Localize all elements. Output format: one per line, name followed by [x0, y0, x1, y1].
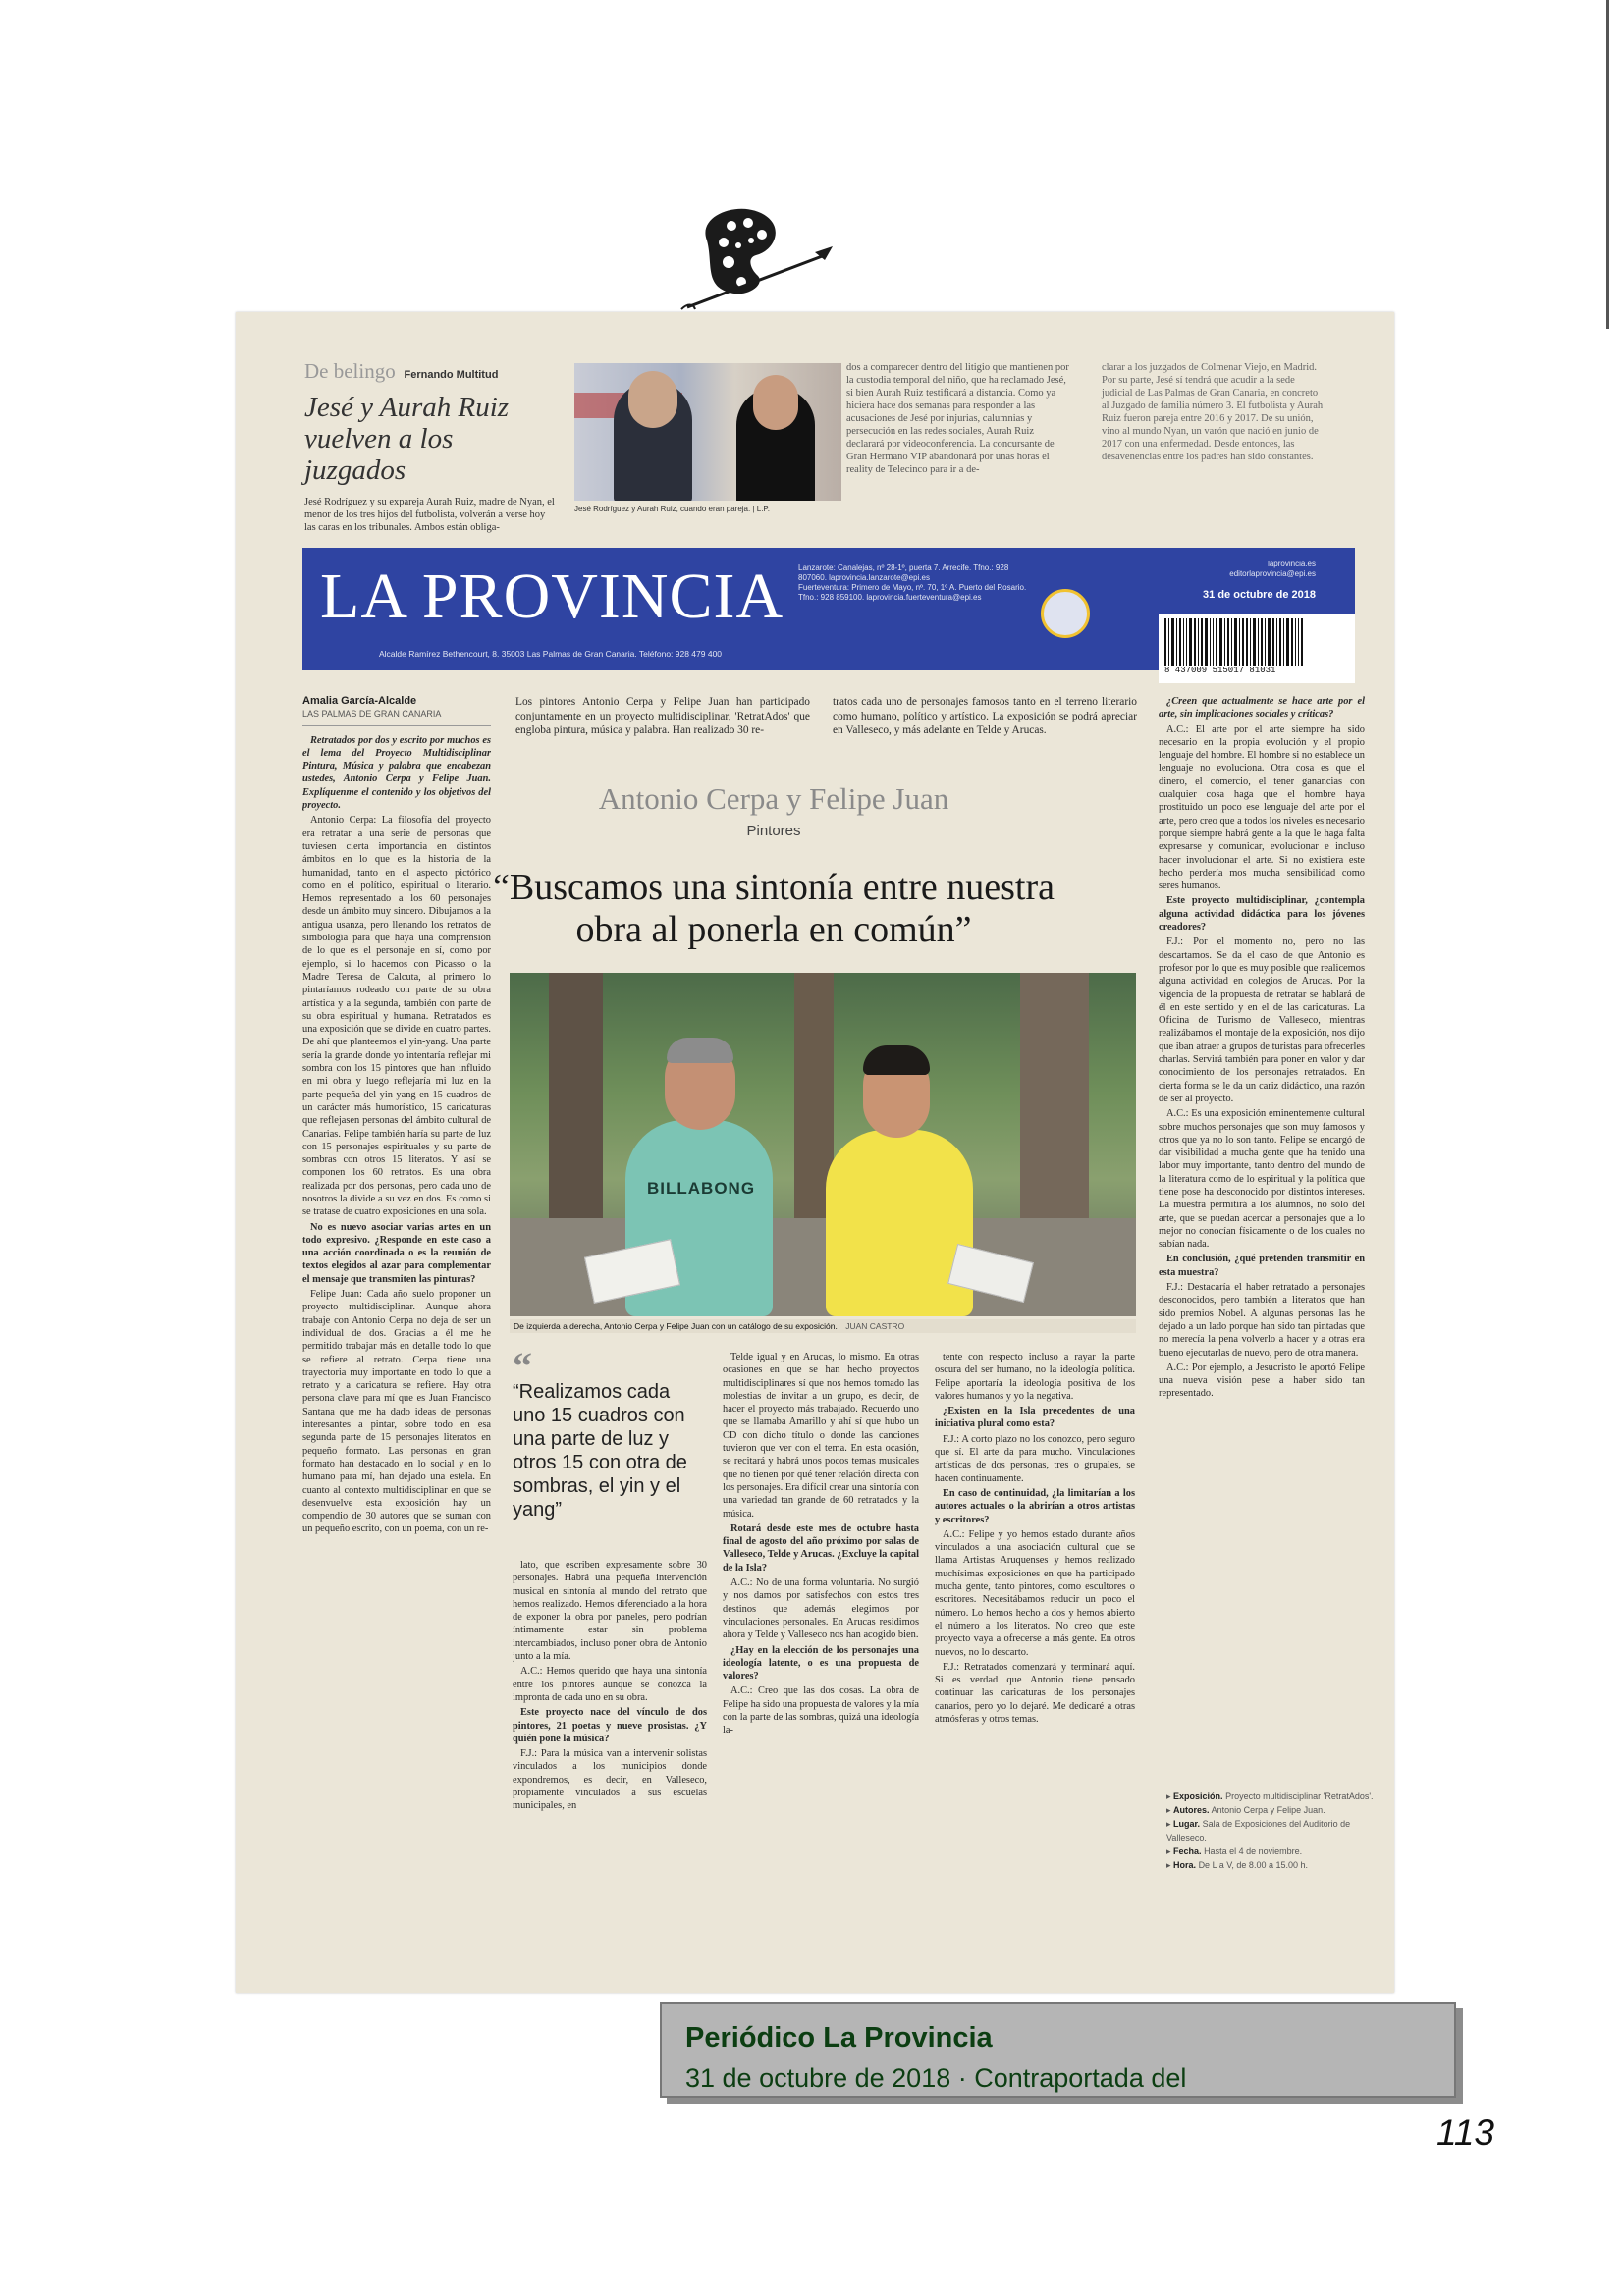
article-column-4: [935, 1351, 1135, 1971]
main-photo: [510, 973, 1136, 1316]
article-column-5: [1159, 695, 1365, 1785]
col2-text-b: A.C.: Hemos querido que haya una sintonía entre los pintores aunque se conozca la impronta de cada uno en su obra.: [513, 1666, 707, 1703]
answer-5: A.C.: Creo que las dos cosas. La obra de Felipe ha sido una propuesta de valores y la mía con la parte de las sombras, quizá una ideología la-: [723, 1685, 919, 1736]
answer-9: A.C.: El arte por el arte siempre ha sido necesario en la propia evolución y el propio lenguaje del hombre. El hombre si no establece un lenguaje no evoluciona. Otra cosa es que el dinero, el comercio, el tener ganancias con cualquier cosa haga que el hombre haya prostituido un poco ese lenguaje del arte por el arte, pero creo que a todos los niveles es necesario porque siempre habrá gente a la que le haga falta expresarse y comunicar, evolucionar e incluso hacer involucionar el arte. Si no existiera este hecho perdería mos mucha sensibilidad como seres humanos.: [1159, 723, 1365, 892]
intro-column-b: tratos cada uno de personajes famosos tanto en el terreno literario como humano, político y artístico. La exposición se podrá apreciar en Valleseco, y más adelante en Telde y Arucas.: [833, 696, 1137, 736]
article-column-2: [513, 1559, 707, 1971]
question-5: ¿Hay en la elección de los personajes una ideología latente, o es una propuesta de valores?: [723, 1644, 919, 1682]
source-title: Periódico La Provincia: [685, 2022, 993, 2054]
article-author: Amalia García-Alcalde: [302, 695, 417, 707]
teaser-column-3: dos a comparecer dentro del litigio que mantienen por la custodia temporal del niño, que ha reclamado Jesé, si bien Aurah Ruiz testificará a distancia. Como ya hiciera hace dos semanas para responder a las acusaciones de Jesé por injurias, calumnias y persecución en las redes sociales, Aurah Ruiz declarará por videoconferencia. La concursante de Gran Hermano VIP abandonará por unas horas el reality de Telecinco para ir a de-: [846, 362, 1069, 475]
answer-8: F.J.: Retratados comenzará y terminará aquí. Si es verdad que Antonio tiene pensado continuar las caricaturas de los personajes canarios, pero yo lo dejaré. Me dedicaré a otras atmósferas y otros temas.: [935, 1661, 1135, 1726]
barcode-number: 8 437009 515017: [1164, 666, 1245, 675]
answer-6: F.J.: A corto plazo no los conozco, pero seguro que sí. El arte da para mucho. Vinculaciones artísticas de dos personas, tres o grupales, se hacen continuamente.: [935, 1433, 1135, 1484]
question-8: ¿Creen que actualmente se hace arte por el arte, sin implicaciones sociales y críticas?: [1159, 696, 1365, 721]
info-item: ▸ Fecha. Hasta el 4 de noviembre.: [1166, 1846, 1303, 1856]
barcode: [1159, 614, 1355, 683]
teaser-column-4: clarar a los juzgados de Colmenar Viejo, en Madrid. Por su parte, Jesé sí tendrá que acudir a la sede judicial de Las Palmas de Gran Canaria, en concreto al Juzgado de familia número 3. El futbolista y Aurah Ruiz fueron pareja entre 2016 y 2017. De su unión, vino al mundo Nyan, un varón que nació en junio de 2017 con una enfermedad. Desde entonces, las desavenencias entre los padres han sido constantes.: [1102, 362, 1324, 462]
teaser-section-line: [304, 359, 555, 384]
teaser-text-column: [304, 359, 555, 534]
answer-4: A.C.: No de una forma voluntaria. No surgió y nos damos por satisfechos con estos tres destinos que además elegimos por vinculaciones personales. En Arucas residimos ahora y Telde y Valleseco nos han acogido bien.: [723, 1577, 919, 1641]
masthead-contact: Lanzarote: Canalejas, nº 28-1º, puerta 7. Arrecife. Tfno.: 928 807060. laprovincia.lanzarote@epi.es Fuerteventura: Primero de Mayo, nº. 70, 1º A. Puerto del Rosario. Tfno.: 928 859100. laprovincia.fuerteventura@epi.es: [798, 563, 1027, 602]
answer-2: Felipe Juan: Cada año suelo proponer un proyecto multidisciplinar. Aunque ahora trabaje con Antonio Cerpa no deja de ser un individual de dos. Gracias a él me he permitido trabajar más en detalle todo lo que se refiere al retrato. Cerpa tiene una trayectoria muy importante en todo lo que a retrato y a caricatura se refiere. Hay otra persona clave para mí que es Juan Francisco Santana que me ha dado ideas de personas interesantes a pintar, sobre todo en esa segunda parte de 15 personajes literatos en pequeño formato. Las personas en gran formato han destacado en lo social y en lo humano para mí, han dejado una estela. En cuanto al contexto multidisciplinar en que se desenvuelve esta exposición hay un compendio de 30 autores que se suman con un pequeño escrito, con un poema, con un re-: [302, 1289, 491, 1535]
page-number: 113: [1436, 2112, 1494, 2153]
col2-text-a: lato, que escriben expresamente sobre 30 personajes. Habrá una pequeña intervención musical en sintonía al mundo del retrato que hemos realizado. Hemos diferenciado a la hora de exponer la obra por paneles, pero podrían íntimamente estar sin problema intercambiados, incluso poner obra de Antonio junto a la mía.: [513, 1560, 707, 1663]
newspaper-name: LA PROVINCIA: [320, 561, 784, 632]
article-kicker-sub: Pintores: [746, 823, 801, 839]
pull-quote: “Realizamos cada uno 15 cuadros con una parte de luz y otros 15 con otra de sombras, el yin y el yang”: [513, 1381, 687, 1521]
source-caption-box: [660, 2002, 1456, 2098]
answer-10: F.J.: Por el momento no, pero no las descartamos. Se da el caso de que Antonio es profesor por lo que es muy posible que realicemos alguna actividad en colegios de Arucas. Por la vigencia de la propuesta de retratar se hablará de él en este sentido y en el de las caricaturas. La Oficina de Turismo de Valleseco, mientras realizábamos el montaje de la exposición, nos dijo que iban atraer a grupos de turistas para ofrecerles charlas. Servirá también para poner en valor y dar conocimiento de los personajes retratados. En cierta forma se le da un cariz didáctico, una razón de ser al proyecto.: [1159, 936, 1365, 1104]
page-edge-rule: [1606, 0, 1609, 329]
teaser-title: Jesé y Aurah Ruiz vuelven a los juzgados: [304, 392, 510, 486]
article-column-1: [302, 695, 491, 1971]
barcode-bars-icon: [1164, 618, 1349, 666]
answer-7: A.C.: Felipe y yo hemos estado durante años vinculados a una asociación cultural que se llama Artistas Aruquenses y hemos realizado muchísimas exposiciones en que ha participado mucha gente, tanto pintores, como escultores o escritores. Necesitábamos reducir un poco el número. Lo hemos hecho a dos y hemos abierto el número a los literatos. No creo que este proyecto vaya a ofrecerse a más gente. En otros nuevos, no lo descarto.: [935, 1528, 1135, 1658]
question-9: Este proyecto multidisciplinar, ¿contempla alguna actividad didáctica para los jóvenes creadores?: [1159, 895, 1365, 934]
answer-1: Antonio Cerpa: La filosofía del proyecto era retratar a una serie de personas que tuviesen cierta importancia en distintos ámbitos en lo que es la historia de la humanidad, tanto en el aspecto pictórico como en el político, espiritual o literario. Hemos representado a los 60 personajes desde un ámbito muy sincero. Dibujamos a la antigua usanza, pero llenando los retratos de simbología para que haya una comprensión de lo que es el personaje en sí, como por ejemplo, si lo hacemos con Picasso o la Madre Teresa de Calcuta, al primero lo pintaríamos rodeado con parte de su obra artística y a la segunda, también con parte de su obra espiritual y humana. Retratados es una exposición que se divide en cuatro partes. De ahí que planteemos el yin-yang. Una parte sería la grande donde yo intentaría reflejar mi sombra con los 15 pintores que han influido en mi obra y luego reflejaría mi luz en la parte pequeña del yin-yang en 15 cuadros de un carácter más humorístico, 15 caricaturas que reflejasen personas del ámbito cultural de Canarias. Felipe también haría su parte de luz con 15 personajes espirituales y su parte de sombras con otros 15 literatos. Y así se componen los 60 retratos. Es una obra realizada por dos personas, pero cada uno de nosotros la divide a su vez en dos. Es como si se tratase de cuatro exposiciones en una sola.: [302, 815, 491, 1218]
main-photo-caption: [510, 1319, 1136, 1333]
question-6: ¿Existen en la Isla precedentes de una iniciativa plural como esta?: [935, 1406, 1135, 1430]
question-2: No es nuevo asociar varias artes en un todo expresivo. ¿Responde en este caso a una acción coordinada o es la reunión de textos elegidos al azar para complementar el mensaje que transmiten las pinturas?: [302, 1221, 491, 1285]
article-column-3: [723, 1351, 919, 1971]
section-author: Fernando Multitud: [404, 369, 499, 381]
teaser-photo-caption: Jesé Rodríguez y Aurah Ruiz, cuando eran pareja. | L.P.: [574, 505, 770, 513]
article-place: LAS PALMAS DE GRAN CANARIA: [302, 708, 491, 725]
info-item: ▸ Autores. Antonio Cerpa y Felipe Juan.: [1166, 1805, 1325, 1815]
answer-12: F.J.: Destacaría el haber retratado a personajes desconocidos, pero también a literatos que han sido premios Nobel. A algunas personas las he dejado a un lado porque han sido tan pintadas que no merecía la pena volverlo a hacer y a otras era bueno ejecutarlas de nuevo, pero de otra manera.: [1159, 1282, 1365, 1359]
question-3: Este proyecto nace del vínculo de dos pintores, 21 poetas y nueve prosistas. ¿Y quién pone la música?: [513, 1707, 707, 1744]
article-headline: “Buscamos una sintonía entre nuestra obra al ponerla en común”: [493, 867, 1055, 950]
intro-column-a: Los pintores Antonio Cerpa y Felipe Juan han participado conjuntamente en un proyecto multidisciplinar, 'RetratAdos' que engloba pintura, música y palabra. Han realizado 30 re-: [515, 696, 810, 736]
canarias-emblem-icon: [1041, 589, 1090, 638]
article-kicker: Antonio Cerpa y Felipe Juan: [598, 781, 949, 816]
answer-3: F.J.: Para la música van a intervenir solistas vinculados a los municipios donde expondremos, es decir, en Valleseco, propiamente vinculados a sus escuelas municipales, en: [513, 1748, 707, 1812]
section-name: De belingo: [304, 359, 396, 383]
question-1: Retratados por dos y escrito por muchos es el lema del Proyecto Multidisciplinar Pintura, Música y palabra que encabezan ustedes, Antonio Cerpa y Felipe Juan. Explíquenme el contenido y los objetivos del proyecto.: [302, 734, 491, 812]
answer-11: A.C.: Es una exposición eminentemente cultural sobre muchos personajes que son muy famosos y otros que ya no lo son tanto. Felipe se encargó de dar visibilidad a mucha gente que ha tenido una labor muy importante, tanto dentro del mundo de la literatura como de lo espiritual y la política que tiene pose ha desconocido por distintos intereses. La muestra permitirá a los alumnos, no sólo del arte, que se puedan acercar a personajes que a lo mejor no conocían físicamente o de los cuales no sabían nada.: [1159, 1108, 1365, 1251]
teaser-photo: [574, 363, 841, 501]
question-10: En conclusión, ¿qué pretenden transmitir en esta muestra?: [1159, 1254, 1365, 1278]
shirt-logo-text: BILLABONG: [647, 1179, 756, 1198]
col4-text-a: tente con respecto incluso a rayar la parte oscura del ser humano, no la ideología política. Felipe aportaría la ideología positiva de los valores humanos y yo la negativa.: [935, 1352, 1135, 1402]
question-7: En caso de continuidad, ¿la limitarían a los autores actuales o la abrirían a otros artistas y escritores?: [935, 1487, 1135, 1525]
teaser-body: Jesé Rodríguez y su expareja Aurah Ruiz, madre de Nyan, el menor de los tres hijos del futbolista, volverán a verse hoy las caras en los tribunales. Ambos están obliga-: [304, 497, 555, 533]
question-4: Rotará desde este mes de octubre hasta final de agosto del año próximo por salas de Valleseco, Telde y Arucas. ¿Excluye la capital de la Isla?: [723, 1522, 919, 1574]
teaser-strip: [236, 312, 1394, 538]
palette-logo-icon: [677, 201, 835, 314]
newspaper-clipping: [236, 312, 1394, 1993]
col3-text-a: Telde igual y en Arucas, lo mismo. En otras ocasiones en que se han hecho proyectos multidisciplinares sí que nos hemos tomado las molestias de invitar a un grupo, es decir, de hacer el proyecto más trabajado. Recuerdo uno que se llamaba Amarillo y ahí sí que hubo un CD con dicho título o donde las canciones tuvieron que ver con el tema. En esta ocasión, se recitará y habrá unos pocos temas musicales que no tienen por qué tener relación directa con los personajes. Era difícil crear una sintonía con una variedad tan grande de 60 retratados y la música.: [723, 1352, 919, 1520]
info-item: ▸ Hora. De L a V, de 8.00 a 15.00 h.: [1166, 1860, 1308, 1870]
answer-13: A.C.: Por ejemplo, a Jesucristo le aportó Felipe una nueva visión pese a haber sido tan representado.: [1159, 1362, 1365, 1400]
caption-text: De izquierda a derecha, Antonio Cerpa y Felipe Juan con un catálogo de su exposición.: [514, 1321, 838, 1331]
info-item: ▸ Lugar. Sala de Exposiciones del Auditorio de Valleseco.: [1166, 1819, 1351, 1842]
quote-mark-icon: “: [513, 1344, 532, 1388]
photo-credit: JUAN CASTRO: [845, 1321, 905, 1331]
info-item: ▸ Exposición. Proyecto multidisciplinar 'RetratAdos'.: [1166, 1791, 1374, 1801]
barcode-issue: 81031: [1249, 666, 1276, 675]
source-subtitle: 31 de octubre de 2018 · Contraportada del: [685, 2063, 1187, 2093]
masthead-address: Alcalde Ramírez Bethencourt, 8. 35003 Las Palmas de Gran Canaria. Teléfono: 928 479 400: [379, 649, 723, 659]
exhibition-info-box: [1166, 1789, 1378, 1872]
masthead-web: laprovincia.es editorlaprovincia@epi.es: [1229, 560, 1316, 578]
masthead-date: 31 de octubre de 2018: [1203, 589, 1316, 601]
